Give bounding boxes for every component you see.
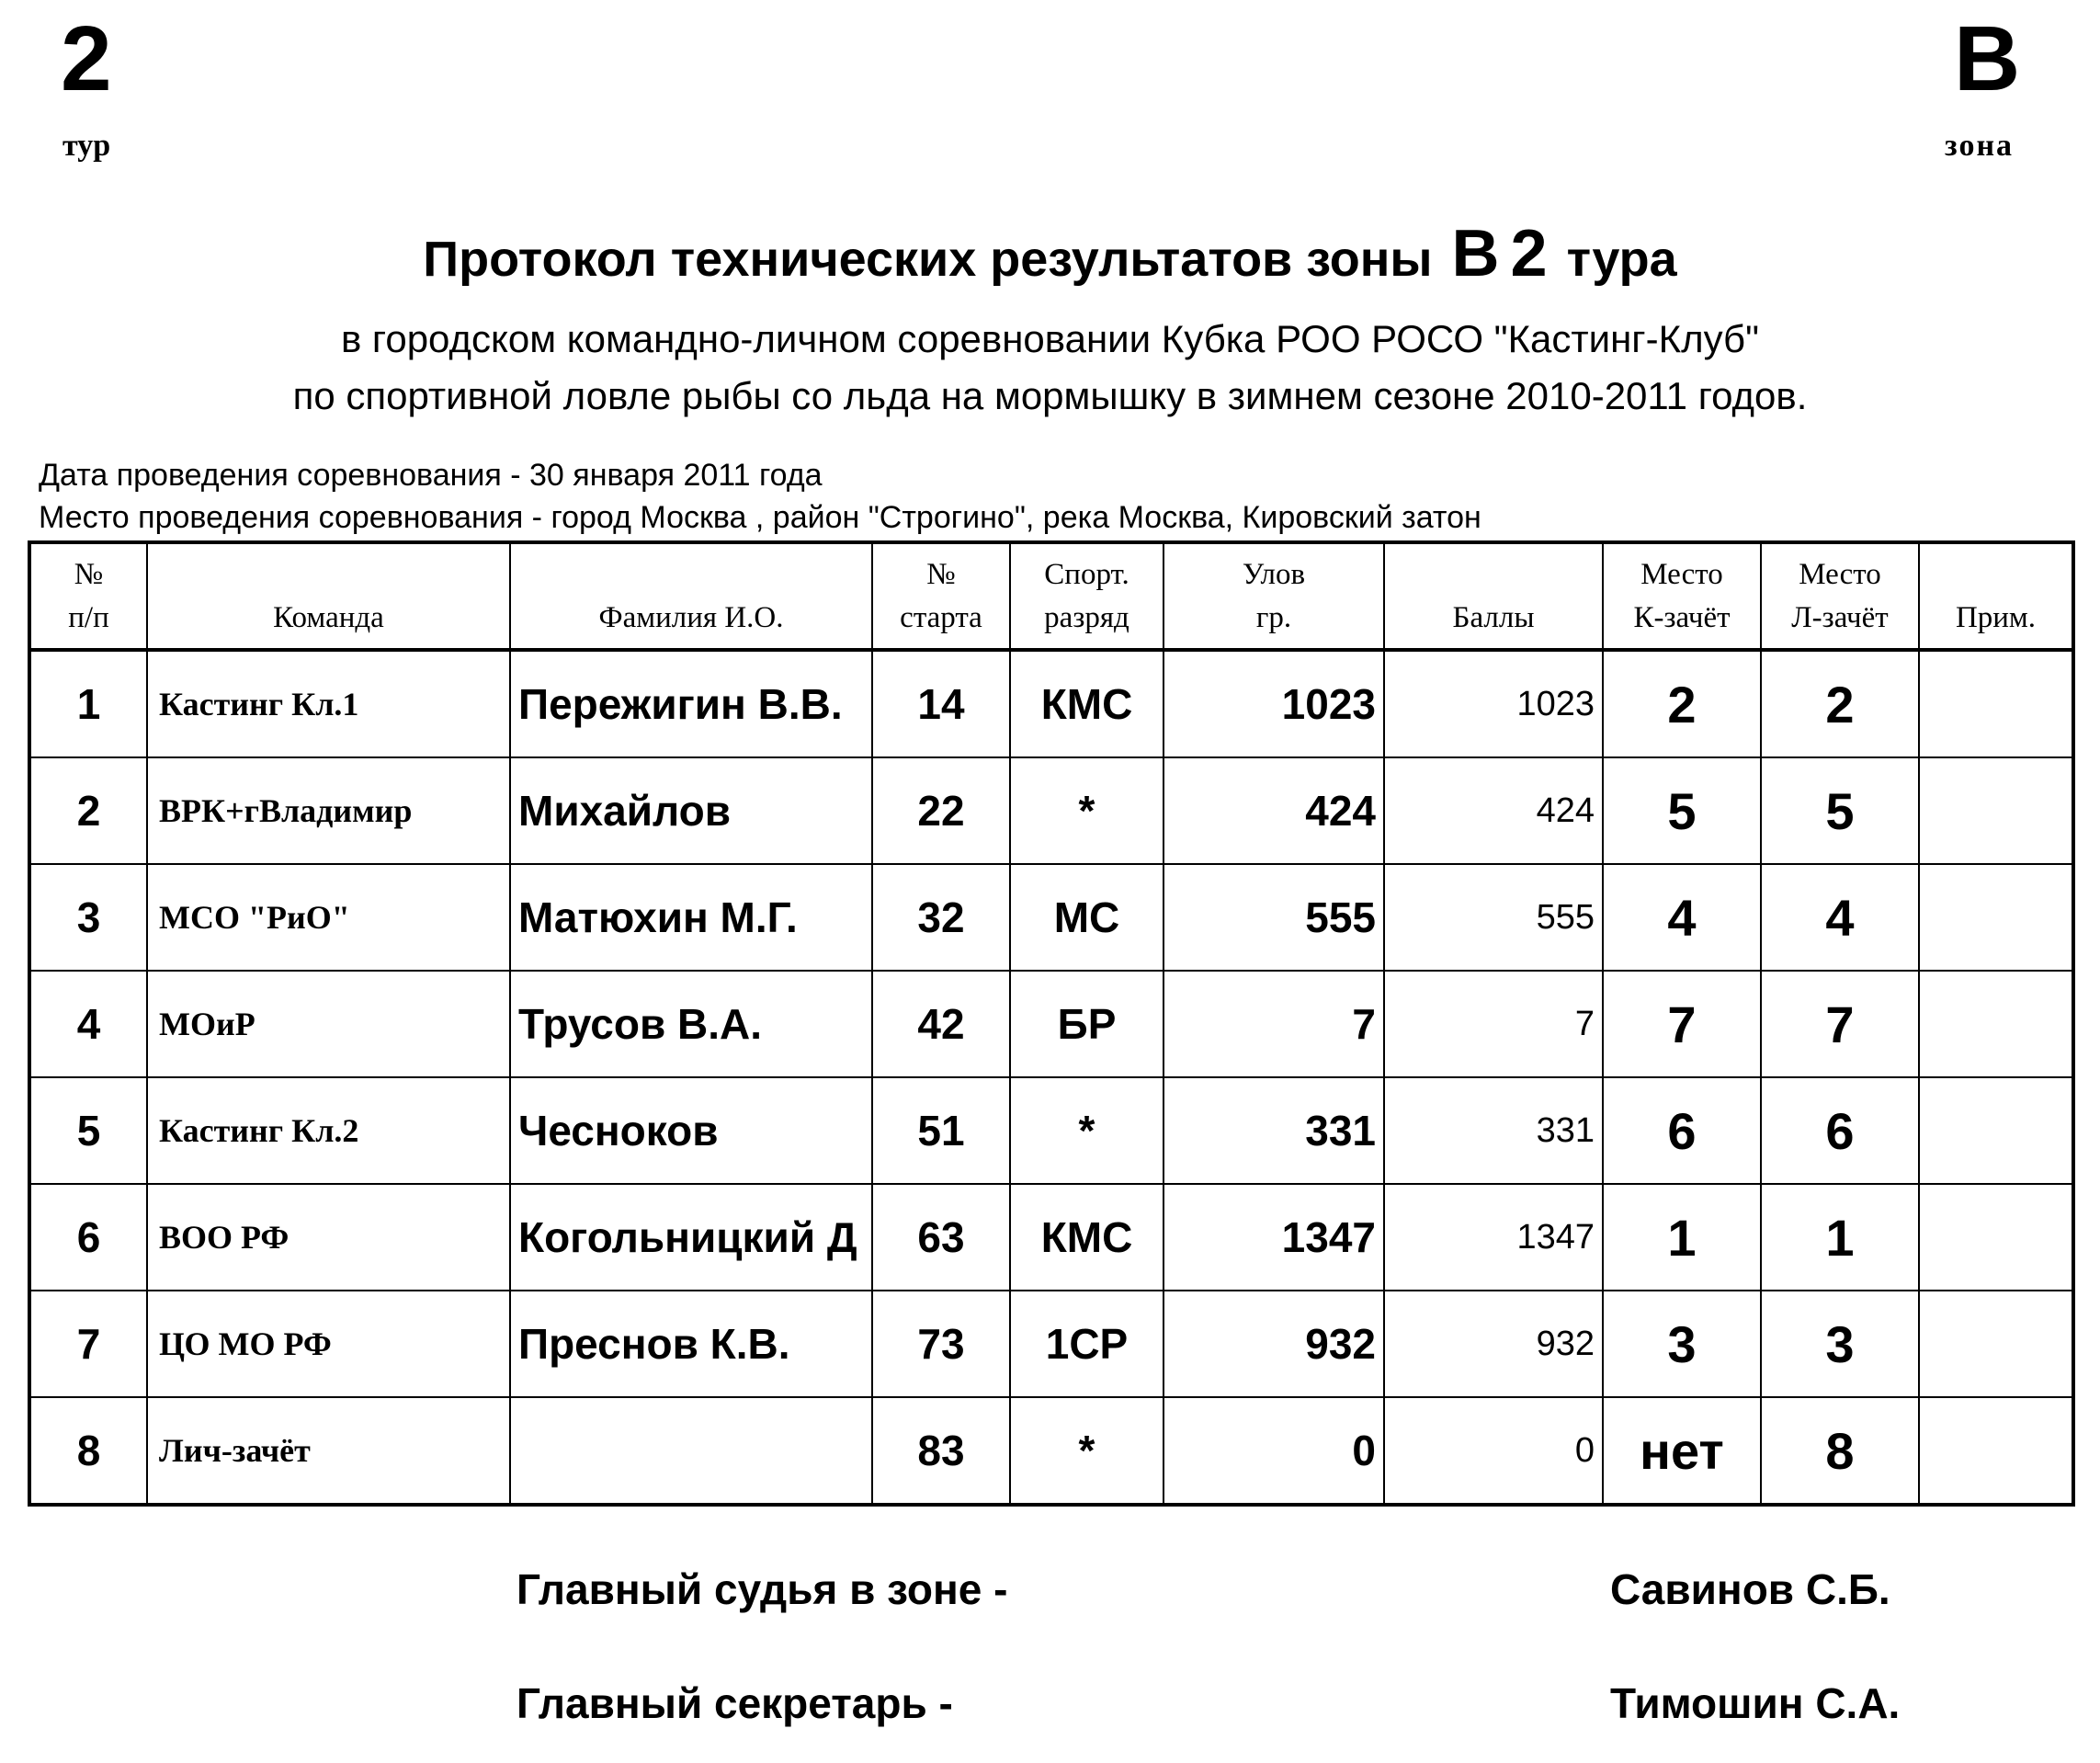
row-note	[1919, 757, 2073, 864]
row-note	[1919, 1397, 2073, 1505]
row-catch: 555	[1164, 864, 1384, 971]
table-row	[29, 1184, 2073, 1291]
row-place-team: 4	[1603, 864, 1761, 971]
row-team: МОиР	[147, 971, 510, 1077]
header-note: Прим.	[1919, 542, 2073, 650]
row-name: Когольницкий Д	[510, 1184, 872, 1291]
row-num: 1	[29, 650, 147, 757]
row-num: 5	[29, 1077, 147, 1184]
row-team: Лич-зачёт	[147, 1397, 510, 1505]
row-start: 32	[872, 864, 1010, 971]
row-rank: БР	[1010, 971, 1164, 1077]
row-num: 8	[29, 1397, 147, 1505]
row-start: 73	[872, 1291, 1010, 1397]
row-place-team: нет	[1603, 1397, 1761, 1505]
row-place-personal: 3	[1761, 1291, 1919, 1397]
row-place-team: 7	[1603, 971, 1761, 1077]
row-points: 555	[1384, 864, 1603, 971]
row-note	[1919, 864, 2073, 971]
row-name: Матюхин М.Г.	[510, 864, 872, 971]
row-points: 1347	[1384, 1184, 1603, 1291]
row-points: 0	[1384, 1397, 1603, 1505]
row-points: 932	[1384, 1291, 1603, 1397]
row-place-personal: 1	[1761, 1184, 1919, 1291]
row-name: Пережигин В.В.	[510, 650, 872, 757]
row-place-team: 5	[1603, 757, 1761, 864]
row-team: Кастинг Кл.1	[147, 650, 510, 757]
header-place-team: Место К-зачёт	[1603, 542, 1761, 650]
title-zone: В	[1451, 217, 1500, 290]
row-num: 2	[29, 757, 147, 864]
table-row	[29, 864, 2073, 971]
row-points: 7	[1384, 971, 1603, 1077]
row-start: 22	[872, 757, 1010, 864]
row-team: ВОО РФ	[147, 1184, 510, 1291]
results-table	[28, 540, 2075, 1507]
row-note	[1919, 650, 2073, 757]
row-name: Михайлов	[510, 757, 872, 864]
row-rank: *	[1010, 757, 1164, 864]
row-team: Кастинг Кл.2	[147, 1077, 510, 1184]
table-row	[29, 1397, 2073, 1505]
header-rank: Спорт. разряд	[1010, 542, 1164, 650]
table-row	[29, 650, 2073, 757]
row-start: 42	[872, 971, 1010, 1077]
row-rank: *	[1010, 1077, 1164, 1184]
row-place-personal: 4	[1761, 864, 1919, 971]
row-place-personal: 5	[1761, 757, 1919, 864]
subtitle-line-2: по спортивной ловле рыбы со льда на мормышку в зимнем сезоне 2010-2011 годов.	[292, 374, 1808, 417]
row-rank: МС	[1010, 864, 1164, 971]
row-catch: 7	[1164, 971, 1384, 1077]
row-start: 51	[872, 1077, 1010, 1184]
row-num: 3	[29, 864, 147, 971]
row-rank: КМС	[1010, 1184, 1164, 1291]
round-label: тур	[62, 129, 111, 163]
row-start: 83	[872, 1397, 1010, 1505]
table-row	[29, 971, 2073, 1077]
row-place-personal: 8	[1761, 1397, 1919, 1505]
row-catch: 1023	[1164, 650, 1384, 757]
round-number: 2	[61, 7, 112, 110]
row-num: 6	[29, 1184, 147, 1291]
row-place-team: 3	[1603, 1291, 1761, 1397]
table-header-row	[29, 542, 2073, 650]
header-catch: Улов гр.	[1164, 542, 1384, 650]
row-rank: КМС	[1010, 650, 1164, 757]
row-team: МСО "РиО"	[147, 864, 510, 971]
row-place-team: 2	[1603, 650, 1761, 757]
row-place-team: 6	[1603, 1077, 1761, 1184]
row-name: Трусов В.А.	[510, 971, 872, 1077]
row-catch: 331	[1164, 1077, 1384, 1184]
chief-secretary-name: Тимошин С.А.	[1610, 1679, 1901, 1727]
title-suffix: тура	[1566, 232, 1677, 287]
row-note	[1919, 971, 2073, 1077]
row-points: 1023	[1384, 650, 1603, 757]
header-num: № п/п	[29, 542, 147, 650]
row-team: ЦО МО РФ	[147, 1291, 510, 1397]
row-start: 63	[872, 1184, 1010, 1291]
row-name: Преснов К.В.	[510, 1291, 872, 1397]
row-points: 424	[1384, 757, 1603, 864]
row-catch: 0	[1164, 1397, 1384, 1505]
title-prefix: Протокол технических результатов зоны	[423, 232, 1433, 287]
header-team: Команда	[147, 542, 510, 650]
row-note	[1919, 1184, 2073, 1291]
competition-date: Дата проведения соревнования - 30 января 2011 года	[39, 458, 823, 493]
row-note	[1919, 1077, 2073, 1184]
table-row	[29, 1077, 2073, 1184]
row-note	[1919, 1291, 2073, 1397]
title-round: 2	[1510, 217, 1548, 290]
chief-secretary-label: Главный секретарь -	[516, 1679, 953, 1727]
header-place-personal: Место Л-зачёт	[1761, 542, 1919, 650]
header-points: Баллы	[1384, 542, 1603, 650]
row-team: ВРК+гВладимир	[147, 757, 510, 864]
row-catch: 932	[1164, 1291, 1384, 1397]
row-num: 7	[29, 1291, 147, 1397]
zone-label: зона	[1945, 129, 2015, 163]
header-start: № старта	[872, 542, 1010, 650]
chief-judge-label: Главный судья в зоне -	[516, 1565, 1008, 1613]
row-rank: *	[1010, 1397, 1164, 1505]
chief-judge-name: Савинов С.Б.	[1610, 1565, 1890, 1613]
header-name: Фамилия И.О.	[510, 542, 872, 650]
zone-letter: В	[1954, 7, 2021, 110]
table-row	[29, 1291, 2073, 1397]
competition-place: Место проведения соревнования - город Москва , район "Строгино", река Москва, Кировский затон	[39, 500, 1481, 535]
row-place-personal: 6	[1761, 1077, 1919, 1184]
table-row	[29, 757, 2073, 864]
row-name: Чесноков	[510, 1077, 872, 1184]
row-catch: 424	[1164, 757, 1384, 864]
row-catch: 1347	[1164, 1184, 1384, 1291]
row-name	[510, 1397, 872, 1505]
subtitle-line-1: в городском командно-личном соревновании Кубка РОО РОСО "Кастинг-Клуб"	[340, 317, 1760, 360]
row-rank: 1СР	[1010, 1291, 1164, 1397]
row-place-personal: 2	[1761, 650, 1919, 757]
document-title	[0, 216, 2100, 291]
row-start: 14	[872, 650, 1010, 757]
row-num: 4	[29, 971, 147, 1077]
row-place-team: 1	[1603, 1184, 1761, 1291]
row-place-personal: 7	[1761, 971, 1919, 1077]
row-points: 331	[1384, 1077, 1603, 1184]
